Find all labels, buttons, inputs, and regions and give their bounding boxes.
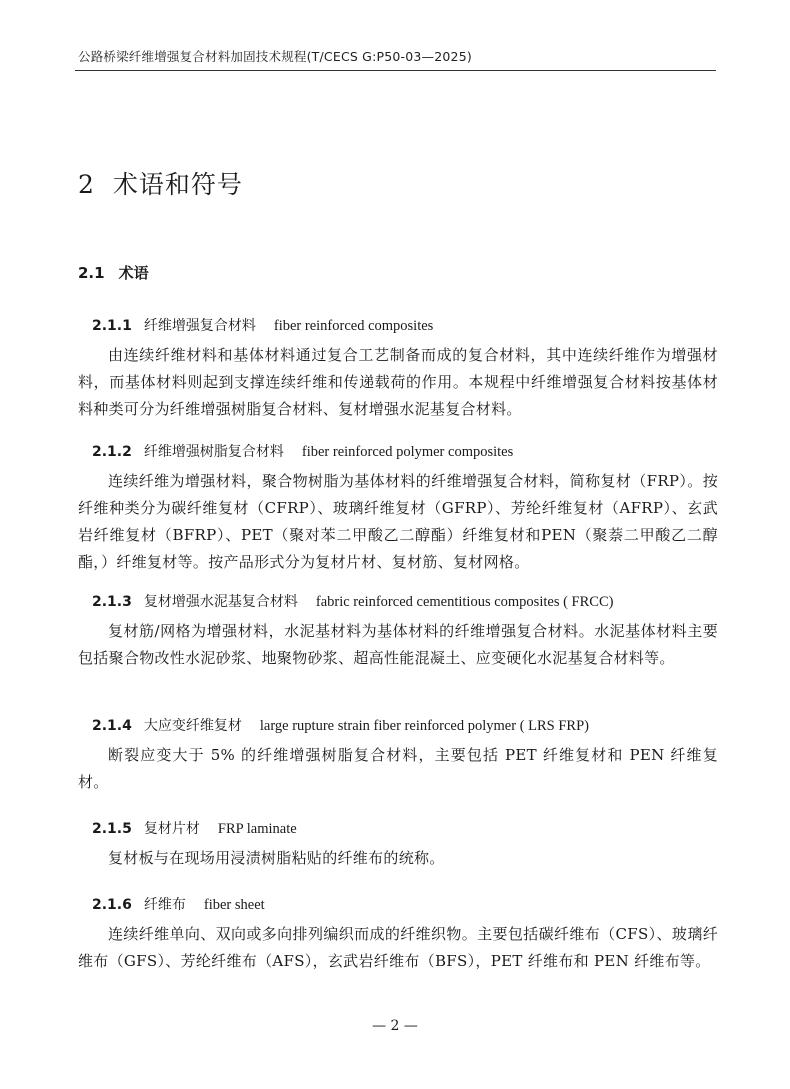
clause-2-1-2 xyxy=(78,440,718,576)
clause-definition: 断裂应变大于 5% 的纤维增强树脂复合材料，主要包括 PET 纤维复材和 PEN 纤维复材。 xyxy=(78,746,718,791)
clause-definition: 由连续纤维材料和基体材料通过复合工艺制备而成的复合材料，其中连续纤维作为增强材料，而基体材料则起到支撑连续纤维和传递载荷的作用。本规程中纤维增强复合材料按基体材料种类可分为纤维增强树脂复合材料、复材增强水泥基复合材料。 xyxy=(78,346,718,418)
chapter-title xyxy=(78,165,243,201)
chapter-number: 2 xyxy=(78,170,95,199)
section-number: 2.1 xyxy=(78,264,105,282)
term-en: large rupture strain fiber reinforced polymer ( LRS FRP) xyxy=(259,718,589,734)
term-zh: 复材增强水泥基复合材料 xyxy=(143,594,298,610)
clause-definition: 连续纤维单向、双向或多向排列编织而成的纤维织物。主要包括碳纤维布（CFS）、玻璃纤维布（GFS）、芳纶纤维布（AFS），玄武岩纤维布（BFS），PET 纤维布和 PEN 纤维布等。 xyxy=(78,925,718,970)
chapter-title-text: 术语和符号 xyxy=(112,170,243,199)
header-rule xyxy=(75,70,716,71)
running-header: 公路桥梁纤维增强复合材料加固技术规程(T/CECS G:P50-03—2025) xyxy=(78,49,472,64)
term-zh: 纤维增强树脂复合材料 xyxy=(143,444,284,460)
clause-heading xyxy=(92,893,718,917)
term-zh: 纤维布 xyxy=(143,897,186,913)
clause-definition: 连续纤维为增强材料，聚合物树脂为基体材料的纤维增强复合材料，简称复材（FRP）。按纤维种类分为碳纤维复材（CFRP）、玻璃纤维复材（GFRP）、芳纶纤维复材（AFRP）、玄武岩纤维复材（BFRP）、PET（聚对苯二甲酸乙二醇酯）纤维复材和PEN（聚萘二甲酸乙二醇酯，）纤维复材等。按产品形式分为复材片材、复材筋、复材网格。 xyxy=(78,472,718,571)
clause-number: 2.1.2 xyxy=(92,444,132,460)
term-zh: 复材片材 xyxy=(143,821,200,837)
clause-number: 2.1.1 xyxy=(92,318,132,334)
section-title-text: 术语 xyxy=(118,264,149,282)
clause-number: 2.1.4 xyxy=(92,718,132,734)
term-en: fabric reinforced cementitious composites ( FRCC) xyxy=(315,594,614,610)
clause-2-1-1 xyxy=(78,314,718,423)
term-en: fiber sheet xyxy=(203,897,265,913)
page-number: — 2 — xyxy=(372,1018,418,1034)
term-zh: 纤维增强复合材料 xyxy=(143,318,256,334)
clause-heading xyxy=(92,817,718,841)
clause-heading xyxy=(92,314,718,338)
clause-2-1-5 xyxy=(78,817,718,872)
clause-heading xyxy=(92,714,718,738)
clause-number: 2.1.6 xyxy=(92,897,132,913)
term-en: FRP laminate xyxy=(217,821,297,837)
clause-2-1-3 xyxy=(78,590,718,672)
clause-2-1-6 xyxy=(78,893,718,975)
section-title xyxy=(78,262,149,283)
term-en: fiber reinforced polymer composites xyxy=(301,444,514,460)
clause-number: 2.1.3 xyxy=(92,594,132,610)
clause-definition: 复材筋/网格为增强材料，水泥基材料为基体材料的纤维增强复合材料。水泥基体材料主要包括聚合物改性水泥砂浆、地聚物砂浆、超高性能混凝土、应变硬化水泥基复合材料等。 xyxy=(78,622,718,667)
term-zh: 大应变纤维复材 xyxy=(143,718,242,734)
term-en: fiber reinforced composites xyxy=(273,318,434,334)
clause-2-1-4 xyxy=(78,714,718,796)
clause-number: 2.1.5 xyxy=(92,821,132,837)
clause-heading xyxy=(92,440,718,464)
clause-definition: 复材板与在现场用浸渍树脂粘贴的纤维布的统称。 xyxy=(108,849,445,867)
clause-heading xyxy=(92,590,718,614)
